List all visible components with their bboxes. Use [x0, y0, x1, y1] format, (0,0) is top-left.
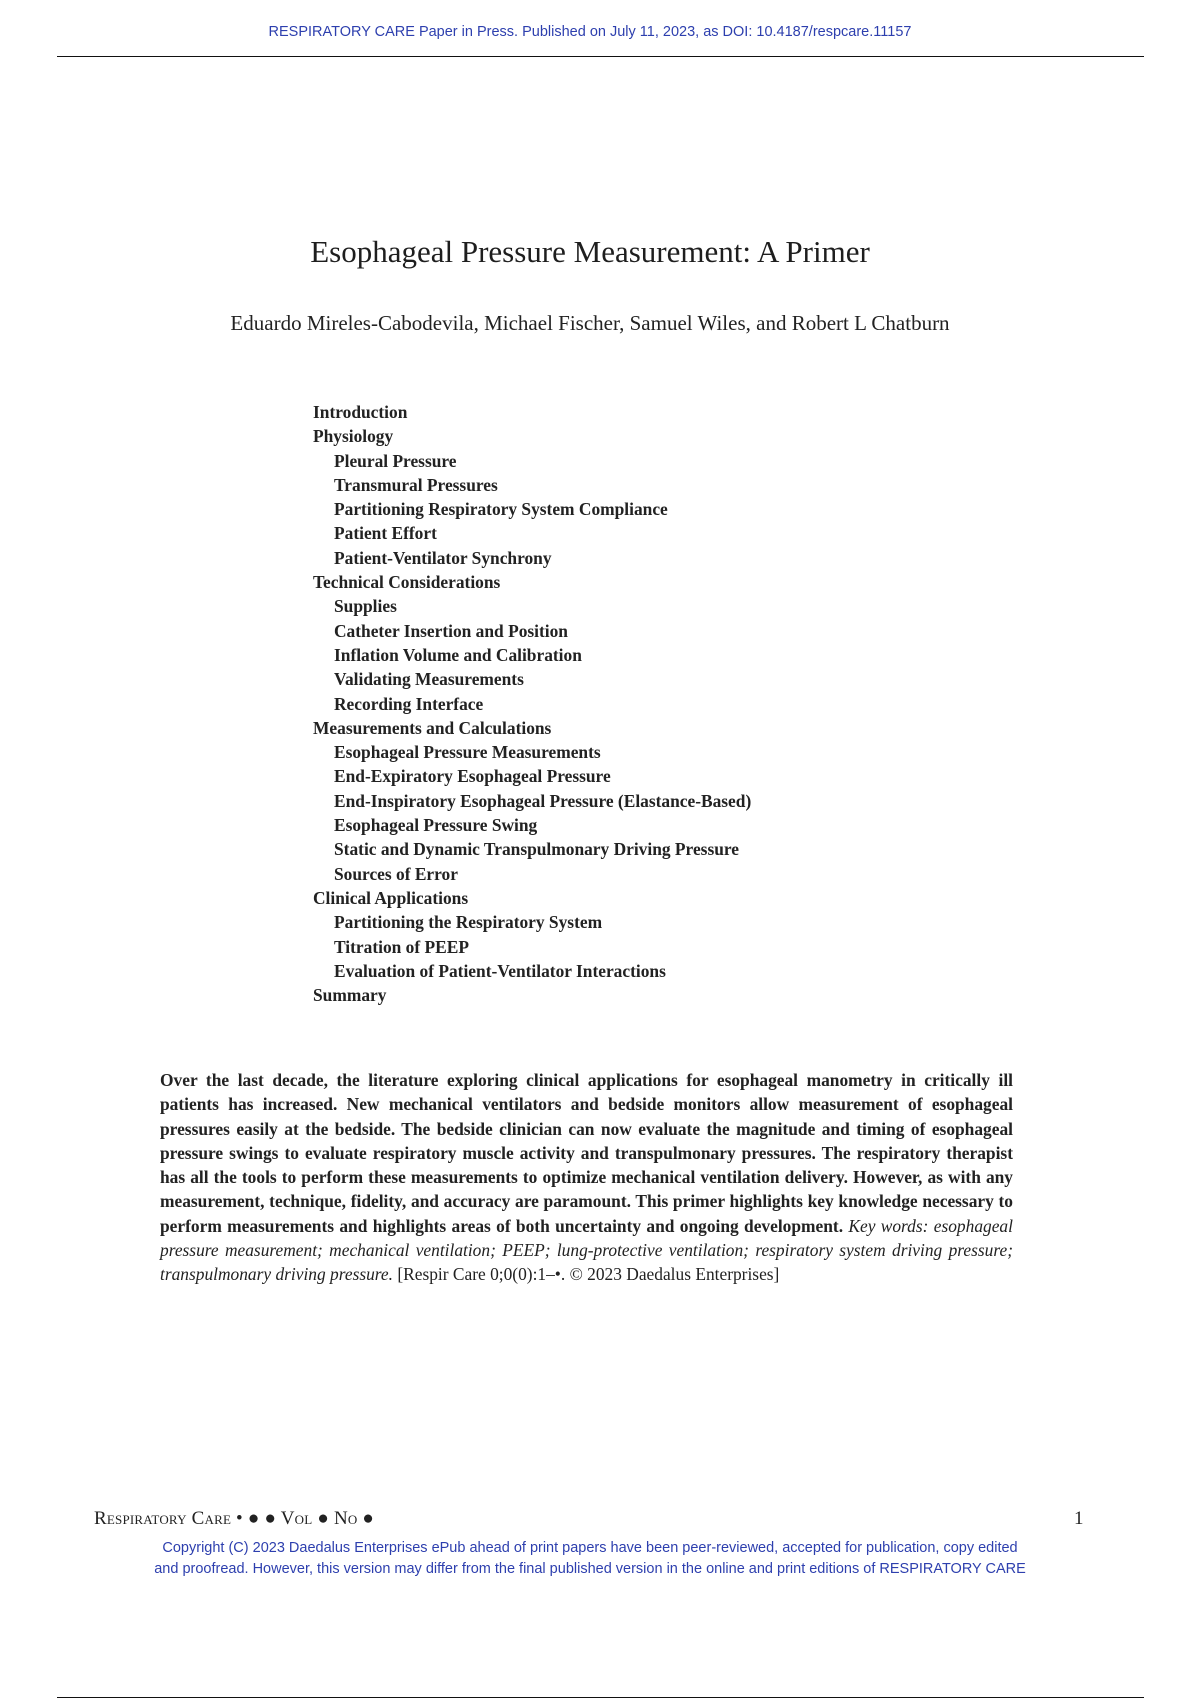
toc-section: Introduction [313, 402, 408, 422]
toc-subsection: Esophageal Pressure Swing [334, 815, 538, 836]
copyright-line: Copyright (C) 2023 Daedalus Enterprises ePub ahead of print papers have been peer-reviewed, accepted for publication, copy edited [162, 1540, 1018, 1556]
article-authors: Eduardo Mireles-Cabodevila, Michael Fischer, Samuel Wiles, and Robert L Chatburn [230, 311, 950, 335]
toc-section: Summary [313, 985, 387, 1006]
abstract [160, 1068, 1013, 1287]
toc-subsection: Evaluation of Patient-Ventilator Interactions [334, 960, 666, 981]
abstract-body: Over the last decade, the literature exploring clinical applications for esophageal manometry in critically ill patients has increased. New mechanical ventilators and bedside monitors allow measurement of esophageal pressures easily at the bedside. The bedside clinician can now evaluate the magnitude and timing of esophageal pressure swings to evaluate respiratory muscle activity and transpulmonary pressures. The respiratory therapist has all the tools to perform these measurements to optimize mechanical ventilation delivery. However, as with any measurement, technique, fidelity, and accuracy are paramount. This primer highlights key knowledge necessary to perform measurements and highlights areas of both uncertainty and ongoing development. [160, 1070, 1013, 1236]
toc-section: Technical Considerations [313, 572, 501, 593]
toc-subsection: Partitioning the Respiratory System [334, 912, 603, 933]
footer-journal: Respiratory Care • ● ● Vol ● No ● [94, 1508, 375, 1529]
toc-subsection: Catheter Insertion and Position [334, 620, 568, 641]
toc-subsection: End-Expiratory Esophageal Pressure [334, 766, 611, 787]
toc-subsection: End-Inspiratory Esophageal Pressure (Elastance-Based) [334, 790, 752, 811]
toc-subsection: Static and Dynamic Transpulmonary Driving Pressure [334, 839, 740, 860]
table-of-contents [313, 400, 751, 1007]
toc-subsection: Sources of Error [334, 863, 458, 884]
toc-subsection: Patient-Ventilator Synchrony [334, 547, 552, 568]
abstract-keywords: Key words: esophageal pressure measurement; mechanical ventilation; PEEP; lung-protective ventilation; respiratory system driving pressure; transpulmonary driving pressure. [160, 1215, 1013, 1285]
toc-section: Physiology [313, 426, 394, 447]
toc-section: Measurements and Calculations [313, 717, 552, 738]
doi-banner: RESPIRATORY CARE Paper in Press. Published on July 11, 2023, as DOI: 10.4187/respcare.11157 [268, 24, 912, 40]
toc-subsection: Recording Interface [334, 693, 484, 714]
toc-subsection: Titration of PEEP [334, 936, 469, 957]
abstract-citation: [Respir Care 0;0(0):1–•. © 2023 Daedalus Enterprises] [397, 1264, 780, 1285]
toc-section: Clinical Applications [313, 887, 469, 908]
bottom-rule [57, 1697, 1144, 1698]
toc-subsection: Inflation Volume and Calibration [334, 644, 582, 665]
toc-subsection: Partitioning Respiratory System Compliance [334, 499, 668, 520]
toc-subsection: Validating Measurements [334, 669, 524, 690]
toc-subsection: Patient Effort [334, 523, 437, 544]
toc-subsection: Pleural Pressure [334, 450, 457, 471]
top-rule [57, 56, 1144, 57]
article-title: Esophageal Pressure Measurement: A Primer [310, 234, 870, 269]
page-number: 1 [1074, 1508, 1084, 1529]
toc-subsection: Transmural Pressures [334, 474, 498, 495]
copyright-note [0, 1538, 1180, 1580]
toc-subsection: Supplies [334, 596, 397, 617]
toc-subsection: Esophageal Pressure Measurements [334, 742, 601, 763]
copyright-line: and proofread. However, this version may differ from the final published version in the online and print editions of RESPIRATORY CARE [154, 1561, 1026, 1577]
